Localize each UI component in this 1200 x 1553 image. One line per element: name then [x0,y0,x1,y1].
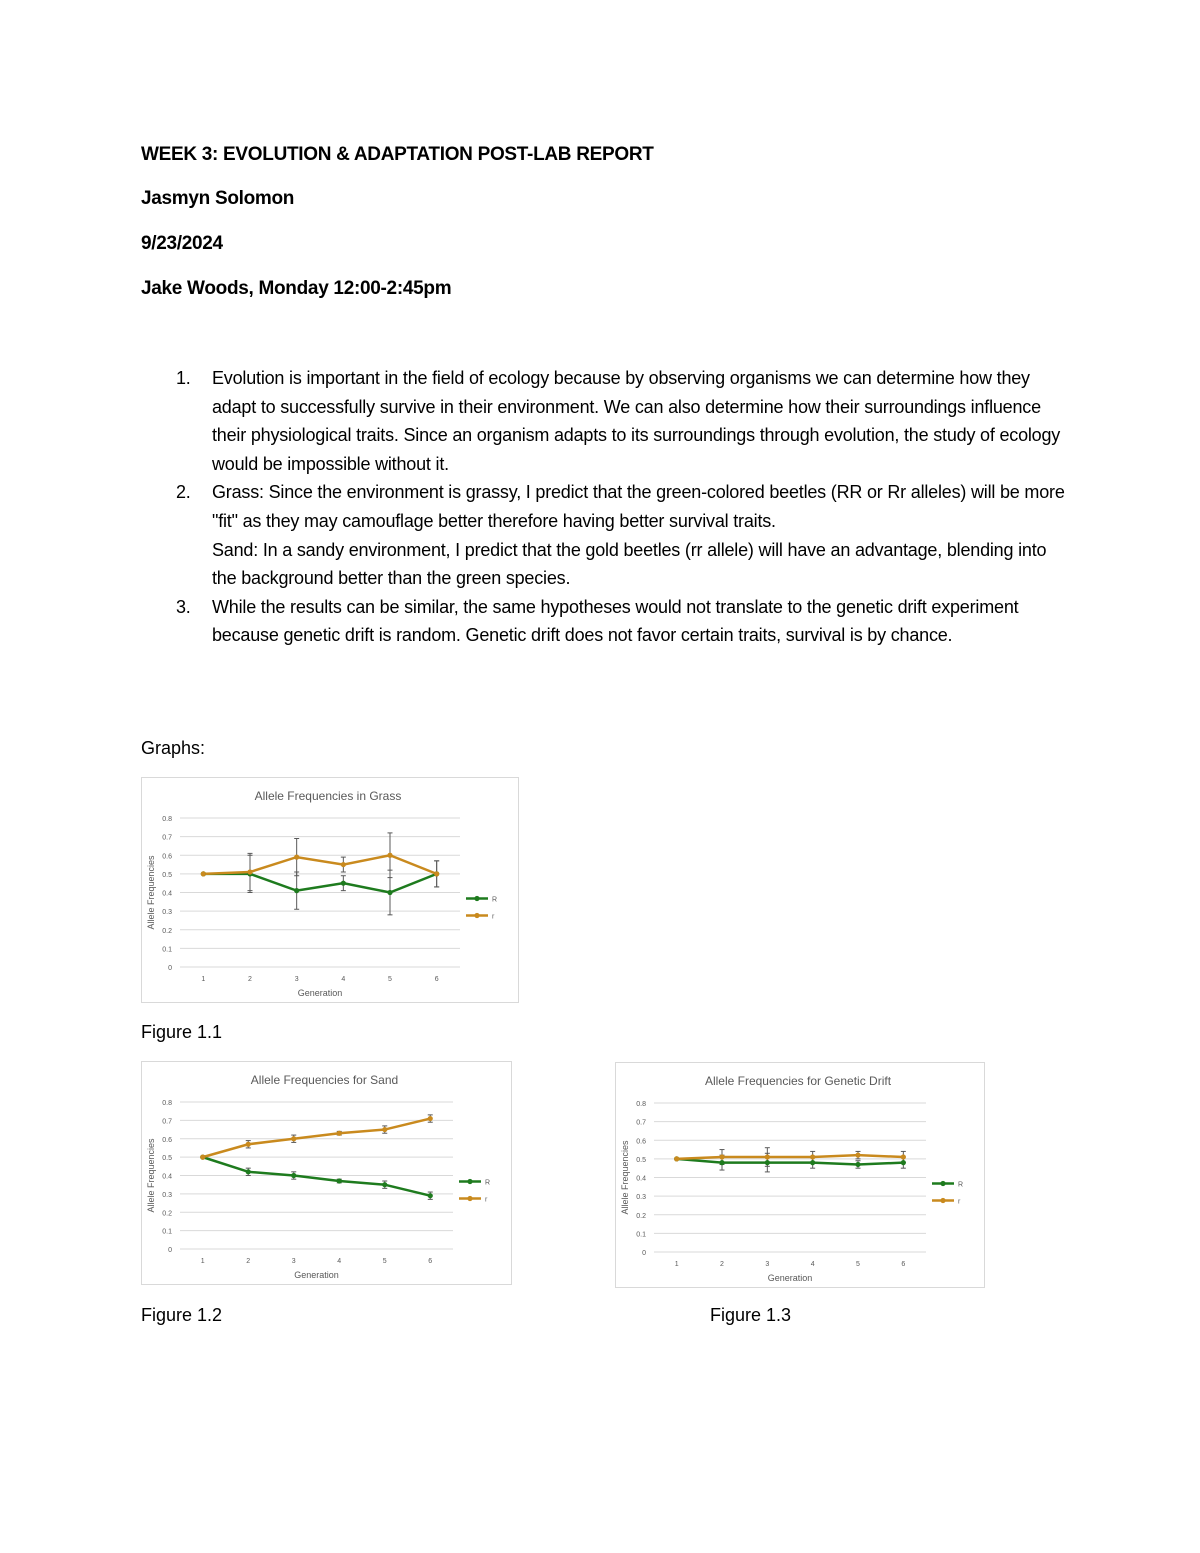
legend-marker-r [940,1198,945,1203]
y-tick-label: 0.1 [162,946,172,954]
y-tick-label: 0.7 [162,834,172,842]
y-tick-label: 0.3 [162,1191,172,1199]
x-tick-label: 2 [720,1261,724,1268]
author-name: Jasmyn Solomon [141,188,295,209]
y-tick-label: 0 [168,965,172,972]
y-tick-label: 0.6 [162,1136,172,1144]
x-tick-label: 2 [246,1258,251,1265]
data-point-r [291,1136,296,1141]
chart-sand [141,1061,512,1285]
data-point-r [434,871,439,876]
x-tick-label: 2 [248,976,252,983]
x-tick-label: 3 [291,1258,296,1265]
y-tick-label: 0.6 [636,1138,646,1146]
data-point-R [382,1182,387,1187]
data-point-R [719,1160,724,1165]
data-point-R [810,1160,815,1165]
answer-paragraph: Grass: Since the environment is grassy, I predict that the green-colored beetles (RR or Rr alleles) will be more "fit" as they may camouflage better therefore having better survival traits. [212,482,1065,531]
series-line-r [203,1119,431,1158]
y-tick-label: 0.5 [636,1156,646,1164]
x-tick-label: 6 [434,976,439,983]
answer-item [141,364,1071,478]
chart-grass [141,777,519,1003]
series-line-R [677,1159,904,1165]
legend-label: r [485,1196,488,1204]
data-point-r [765,1154,770,1159]
data-point-r [719,1154,724,1159]
y-tick-label: 0 [168,1247,172,1254]
data-point-r [247,869,252,874]
legend-marker-R [474,896,479,901]
legend-marker-R [467,1179,472,1184]
y-axis-label: Allele Frequencies [146,1138,156,1213]
data-point-r [337,1131,342,1136]
document-title: WEEK 3: EVOLUTION & ADAPTATION POST-LAB REPORT [141,144,654,165]
y-tick-label: 0.3 [162,909,172,917]
data-point-R [337,1178,342,1183]
legend-label: R [492,896,498,904]
data-point-r [246,1142,251,1147]
answer-number: 1. [176,368,191,388]
legend-label: r [958,1198,961,1206]
y-tick-label: 0.6 [162,853,172,861]
data-point-r [200,1155,205,1160]
x-tick-label: 4 [341,976,346,983]
x-tick-label: 3 [294,976,299,983]
x-axis-label: Generation [297,988,343,998]
x-tick-label: 5 [856,1261,860,1268]
data-point-R [765,1160,770,1165]
data-point-R [294,888,299,893]
data-point-r [674,1156,679,1161]
series-line-R [203,1157,431,1196]
data-point-R [901,1160,906,1165]
graphs-label: Graphs: [141,738,206,758]
y-tick-label: 0.5 [162,1155,172,1163]
answer-item [141,593,1071,650]
answer-number: 3. [176,596,191,617]
series-line-r [677,1155,904,1159]
y-tick-label: 0.5 [162,871,172,879]
data-point-r [901,1154,906,1159]
chart-title: Allele Frequencies in Grass [254,789,402,803]
figure-caption: Figure 1.1 [141,1022,223,1042]
x-tick-label: 3 [765,1261,770,1268]
data-point-r [341,862,346,867]
chart-title: Allele Frequencies for Genetic Drift [704,1074,892,1088]
data-point-r [294,855,299,860]
series-line-R [203,874,436,893]
x-axis-label: Generation [767,1273,813,1283]
x-tick-label: 4 [337,1258,342,1265]
data-point-r [382,1127,387,1132]
chart-title: Allele Frequencies for Sand [250,1073,399,1087]
data-point-R [291,1173,296,1178]
y-tick-label: 0.3 [636,1194,646,1202]
x-tick-label: 5 [382,1258,387,1265]
instructor-section: Jake Woods, Monday 12:00-2:45pm [141,278,452,299]
y-tick-label: 0 [642,1250,646,1257]
y-tick-label: 0.4 [636,1175,646,1183]
legend-label: R [958,1181,964,1189]
data-point-R [855,1162,860,1167]
figure-caption: Figure 1.3 [710,1305,792,1325]
legend-marker-R [940,1181,945,1186]
x-axis-label: Generation [294,1270,339,1280]
chart-drift [615,1062,985,1288]
data-point-R [387,890,392,895]
data-point-r [855,1153,860,1158]
series-line-r [203,855,436,874]
answer-paragraph: Evolution is important in the field of ecology because by observing organisms we can determine how they adapt to successfully survive in their environment. We can also determine how their surroundings influence their physiological traits. Since an organism adapts to its surroundings through evolution, the study of ecology would be impossible without it. [212,368,1061,474]
y-tick-label: 0.4 [162,1173,172,1181]
data-point-R [428,1193,433,1198]
y-tick-label: 0.1 [162,1228,172,1236]
answer-number: 2. [176,482,191,503]
chart-grass-svg [142,778,518,1002]
data-point-R [341,881,346,886]
legend-marker-r [467,1196,472,1201]
data-point-r [201,871,206,876]
chart-sand-svg [142,1062,511,1284]
chart-drift-svg [616,1063,984,1287]
y-tick-label: 0.2 [162,1210,172,1218]
legend-label: R [485,1179,491,1187]
report-date: 9/23/2024 [141,233,223,254]
legend-marker-r [474,913,479,918]
x-tick-label: 1 [200,1258,205,1265]
legend-label: r [492,913,495,921]
figure-caption: Figure 1.2 [141,1305,223,1325]
x-tick-label: 6 [428,1258,433,1265]
y-tick-label: 0.2 [162,927,172,935]
y-tick-label: 0.7 [162,1118,172,1126]
y-tick-label: 0.4 [162,890,172,898]
x-tick-label: 6 [901,1261,906,1268]
x-tick-label: 1 [674,1261,679,1268]
answer-paragraph: While the results can be similar, the same hypotheses would not translate to the genetic drift experiment because genetic drift is random. Genetic drift does not favor certain traits, survival is by chance. [212,596,1019,646]
data-point-r [387,853,392,858]
y-tick-label: 0.8 [162,816,172,823]
x-tick-label: 5 [388,976,392,983]
x-tick-label: 4 [810,1261,815,1268]
answers-list [141,364,1071,650]
y-tick-label: 0.8 [636,1101,646,1108]
y-tick-label: 0.1 [636,1231,646,1239]
data-point-r [810,1154,815,1159]
y-axis-label: Allele Frequencies [146,855,156,930]
y-tick-label: 0.7 [636,1119,646,1127]
y-tick-label: 0.2 [636,1212,646,1220]
x-tick-label: 1 [201,976,206,983]
y-tick-label: 0.8 [162,1100,172,1107]
answer-item [141,478,1071,592]
y-axis-label: Allele Frequencies [620,1140,630,1215]
data-point-r [428,1116,433,1121]
data-point-R [246,1169,251,1174]
answer-paragraph: Sand: In a sandy environment, I predict that the gold beetles (rr allele) will have an advantage, blending into the background better than the green species. [212,539,1047,589]
